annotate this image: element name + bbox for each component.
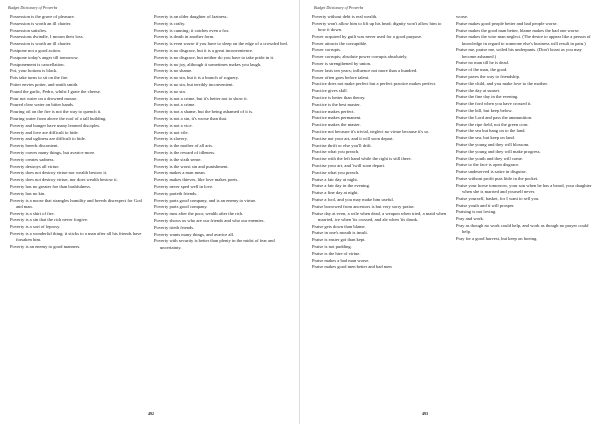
proverb-entry: Power often goes before talent. [312, 74, 370, 80]
proverb-entry: Pray for a good harvest, but keep on hoeing. [456, 235, 538, 241]
proverb-entry: Poured clear water on bitter hands. [10, 102, 75, 108]
proverb-entry: Pouring water from above the roof of a tall building. [10, 115, 107, 121]
proverb-entry: Praise is easier got than kept. [312, 237, 366, 243]
proverb-entry: Poverty is no joy, although it sometimes makes you laugh. [154, 61, 262, 67]
proverb-entry: Power is strengthened by union. [312, 60, 372, 66]
proverb-entry: Poverty is a wonderful thing; it sticks to a man after all his friends have forsaken him. [10, 230, 142, 243]
proverb-entry: Praise makes good men better and bad men [312, 264, 392, 270]
proverb-entry: Praise is not pudding. [312, 243, 352, 249]
proverb-entry: Poverty runs after the poor, wealth after the rich. [154, 211, 244, 217]
proverb-entry: Poverty is no disgrace, but it is a great inconvenience. [154, 47, 254, 53]
proverb-entry: Poverty is death in another form. [154, 34, 215, 40]
proverb-entry: Poverty is even worse if you have to sleep on the edge of a crowded bed. [154, 41, 288, 47]
proverb-entry: Praise without profit puts little in the pocket. [456, 175, 539, 181]
page-number: 493 [422, 411, 428, 416]
proverb-entry: Praise gets down than blame. [312, 223, 366, 229]
proverb-entry: Praise the child, and you make love to the mother. [456, 80, 548, 86]
proverb-entry: Praise borrowed from ancestors is but very sorry praise. [312, 203, 415, 209]
proverb-entry: Power lasts ten years; influence not more than a hundred. [312, 67, 418, 73]
proverb-entry: Poverty is not a shame, but the being ashamed of it is. [154, 109, 254, 115]
proverb-entry: Practice makes the master. [312, 122, 361, 128]
proverb-entry: Praise youth and it will prosper. [456, 202, 515, 208]
proverb-entry: Pray as though no work could help, and work as though no prayer could help. [456, 222, 589, 235]
proverb-entry: Praise the hill, but keep below. [456, 107, 513, 113]
proverb-entry: Power corrupts; absolute power corrupts absolutely. [312, 54, 408, 60]
proverb-entry: Possession is worth an ill charter. [10, 41, 72, 47]
proverb-entry: Praise undeserved is satire in disguise. [456, 169, 527, 175]
proverb-entry: Power attracts the corruptible. [312, 40, 368, 46]
proverb-entry: Poverty is a sort of leprosy. [10, 224, 61, 230]
proverb-entry: Praise a fine day at night. [312, 190, 359, 196]
proverb-entry: Possessions dwindle, I mourn their loss. [10, 34, 84, 40]
proverb-entry: Praise makes the good man better, blame makes the bad one worse. [456, 27, 580, 33]
proverb-entry: Practise with the left hand while the right is still there. [312, 156, 412, 162]
proverb-entry: Poverty won't allow him to lift up his head; dignity won't allow him to bow it down. [312, 20, 442, 32]
proverb-entry: Poverty parts good company, and is an enemy to virtue. [154, 197, 257, 203]
proverb-entry: Poverty is not a sin, it's worse than that. [154, 115, 228, 121]
proverb-entry: Poverty is not a vice. [154, 122, 193, 128]
proverb-entry: Postpone today's anger till tomorrow. [10, 54, 79, 60]
proverb-entry: Praise the sea, but keep on land. [456, 135, 515, 141]
proverb-entry: Poverty is a sin that the rich never forgive. [10, 217, 89, 223]
proverb-entry: Pot, your bottom is black. [10, 68, 58, 74]
proverb-entry: Practise what you preach. [312, 149, 360, 155]
proverb-entry: Postpone not a good action. [10, 47, 61, 53]
proverb-entry: Pouring oil on the fire is not the way to quench it. [10, 109, 102, 115]
proverb-entry: Pour not water on a drowned mouse. [10, 95, 78, 101]
proverb-entry: Praise yourself, basket, for I want to sell you. [456, 195, 540, 201]
proverb-entry: Poverty never sped well in love. [154, 183, 214, 189]
proverb-entry: Poverty creates sadness. [10, 156, 55, 162]
proverb-entry: Pray and work. [456, 216, 484, 222]
proverb-entry: Poverty with security is better than plenty in the midst of fear and uncertainty. [154, 238, 275, 250]
proverb-entry: Pound the garlic, Pedro, whilst I grate the cheese. [10, 88, 101, 94]
proverb-entry: Possession is worth an ill charter. [10, 20, 72, 26]
proverb-entry: Practise thrift or else you'll drift. [312, 142, 372, 148]
proverb-entry: Poverty breeds discontent. [10, 143, 59, 149]
proverb-entry: Practice makes permanent. [312, 115, 362, 121]
proverb-entry: Poverty has no greater foe than bashfulness. [10, 183, 92, 189]
proverb-entry: Praise paves the way to friendship. [456, 73, 521, 79]
proverb-entry: Poverty is no sin, but terribly inconvenient. [154, 81, 234, 87]
proverb-column [10, 14, 146, 406]
text-columns [312, 14, 594, 406]
proverb-entry: Power acquired by guilt was never used for a good purpose. [312, 33, 423, 39]
proverb-entry: Praise to the face is open disgrace. [456, 162, 520, 168]
proverb-entry: Praise a fool, and you may make him useful. [312, 196, 394, 202]
proverb-entry: Poverty has no kin. [10, 190, 46, 196]
proverb-entry: Practice makes perfect. [312, 108, 355, 114]
proverb-entry: Praise me, praise me, soiled his underpants. (Don't boast as you may become ashamed.) [456, 47, 582, 59]
proverb-entry: Poverty is crafty. [154, 20, 186, 26]
proverb-entry: Poverty is slavery. [154, 136, 188, 142]
proverb-entry: Poverty is a shirt of fire. [10, 210, 55, 216]
proverb-entry: Poverty is the mother of all arts. [154, 143, 214, 149]
proverb-entry: Praise is the hire of virtue. [312, 250, 361, 256]
proverb-entry: Poverty makes a man mean. [154, 170, 206, 176]
proverb-entry: Poverty is the reward of idleness. [154, 149, 216, 155]
proverb-entry: Praise the youth and they will come. [456, 155, 523, 161]
proverb-entry: Praise the fine day in the evening. [456, 94, 519, 100]
proverb-entry: Poverty craves many things, but avarice more. [10, 149, 96, 155]
proverb-entry: Practise your art, and 'twill soon depart. [312, 162, 386, 168]
proverb-entry: Praise a fair day in the evening. [312, 183, 371, 189]
proverb-entry: Poverty and love are difficult to hide. [10, 129, 79, 135]
proverb-entry: Poverty shows us who are our friends and who our enemies. [154, 217, 265, 223]
running-head: Budget Dictionary of Proverbs [314, 5, 364, 10]
proverb-column [456, 14, 592, 406]
proverb-column [312, 14, 448, 406]
proverb-entry: Praise in one's mouth is insult. [312, 230, 368, 236]
proverb-entry: Poverty and hunger have many learned disciples. [10, 122, 101, 128]
proverb-entry: Praise makes the wise man neglect. (The desire to appear like a person of knowledge in regard to someone else's business will result in pain.) [456, 34, 591, 46]
proverb-entry: Praise the young and they will blossom. [456, 141, 530, 147]
page-number: 492 [148, 411, 154, 416]
proverb-entry: Praise the sea but hang on to the land. [456, 128, 526, 134]
proverb-column [154, 14, 290, 406]
proverb-entry: Possession satisfies. [10, 27, 48, 33]
proverb-entry: Pots take turns to sit on the fire. [10, 75, 69, 81]
proverb-entry: Praise the young and they will make progress. [456, 148, 541, 154]
proverb-entry: Praise no man till he is dead. [456, 60, 509, 66]
proverb-entry: Poverty is a noose that strangles humility and breeds disrespect for God and man. [10, 197, 142, 209]
proverb-entry: Praise the day at sunset. [456, 87, 501, 93]
proverb-entry: Poverty is the sixth sense. [154, 156, 202, 162]
proverb-entry: Practise not your art, and it will soon depart. [312, 135, 394, 141]
right-page [300, 0, 600, 424]
proverb-entry: Poverty is an enemy to good manners. [10, 243, 81, 249]
proverb-entry: Praise makes a bad man worse. [312, 257, 370, 263]
proverb-entry: Practice is the best master. [312, 101, 361, 107]
proverb-entry: Poverty is not vile. [154, 129, 189, 135]
proverb-entry: Poverty is no sin. [154, 88, 186, 94]
proverb-entry: Poverty is no disgrace, but neither do you have to take pride in it. [154, 54, 275, 60]
proverb-entry: Praise of the man, the good. [456, 67, 508, 73]
running-head: Budget Dictionary of Proverbs [8, 5, 58, 10]
text-columns [10, 14, 292, 406]
proverb-entry: Practice does not make perfect but a perfect practice makes perfect. [312, 81, 437, 87]
proverb-entry: Poverty and ugliness are difficult to hide. [10, 136, 86, 142]
proverb-entry: Poverty is not a crime, but it's better not to show it. [154, 95, 248, 101]
proverb-entry: Practice gives skill. [312, 88, 348, 94]
proverb-entry: Praise the Lord and pass the ammunition. [456, 114, 533, 120]
proverb-entry: Poverty trieth friends. [154, 224, 195, 230]
proverb-entry: Praise a fair day at night. [312, 176, 358, 182]
proverb-entry: Practice not because it's trivial, neglect no virtue because it's so. [312, 128, 430, 134]
proverb-entry: Praise the ripe field, not the green corn. [456, 121, 529, 127]
proverb-entry: Potter envies potter, and smith smith. [10, 81, 79, 87]
proverb-entry: Praise day at even, a wife when dead, a weapon when tried, a maid when married, ice when 'tis crossed, and ale when 'tis drunk. [312, 210, 447, 222]
proverb-entry: Power corrupts. [312, 47, 342, 53]
proverb-entry: Poverty does not destroy virtue, nor does wealth bestow it. [10, 177, 118, 183]
proverb-entry: Poverty is an older daughter of laziness. [154, 14, 228, 19]
proverb-entry: Poverty is not a crime. [154, 102, 196, 108]
proverb-entry: Praise the ford when you have crossed it. [456, 101, 532, 107]
proverb-entry: Poverty parteth friends. [154, 190, 198, 196]
proverb-entry: Poverty wants many things, and avarice all. [154, 231, 235, 237]
proverb-entry: Poverty is no shame. [154, 68, 193, 74]
proverb-entry: Poverty without debt is real wealth. [312, 14, 378, 19]
proverb-entry: Poverty is the worst sin and punishment. [154, 163, 229, 169]
proverb-entry: Poverty destroys all virtue. [10, 163, 60, 169]
proverb-entry: Practice is better than theory. [312, 94, 366, 100]
proverb-entry: Praise makes good people better and bad people worse. [456, 20, 558, 26]
proverb-entry: Possession is the grave of pleasure. [10, 14, 75, 19]
proverb-entry: Postponement is cancellation. [10, 61, 65, 67]
proverb-entry: Poverty parts good company. [154, 204, 208, 210]
proverb-entry: Praising is not loving. [456, 209, 497, 215]
proverb-entry: Practise what you preach. [312, 169, 360, 175]
proverb-entry: Poverty is no sin, but it is a branch of roguery. [154, 75, 239, 81]
proverb-entry: Poverty is cunning; it catches even a fox. [154, 27, 230, 33]
proverb-entry: Praise your horse tomorrow, your son when he has a beard, your daughter when she is married and yourself never. [456, 182, 592, 194]
proverb-entry: worse. [456, 14, 469, 19]
proverb-entry: Poverty makes thieves, like love makes poets. [154, 177, 239, 183]
proverb-entry: Poverty does not destroy virtue nor wealth bestow it. [10, 170, 108, 176]
